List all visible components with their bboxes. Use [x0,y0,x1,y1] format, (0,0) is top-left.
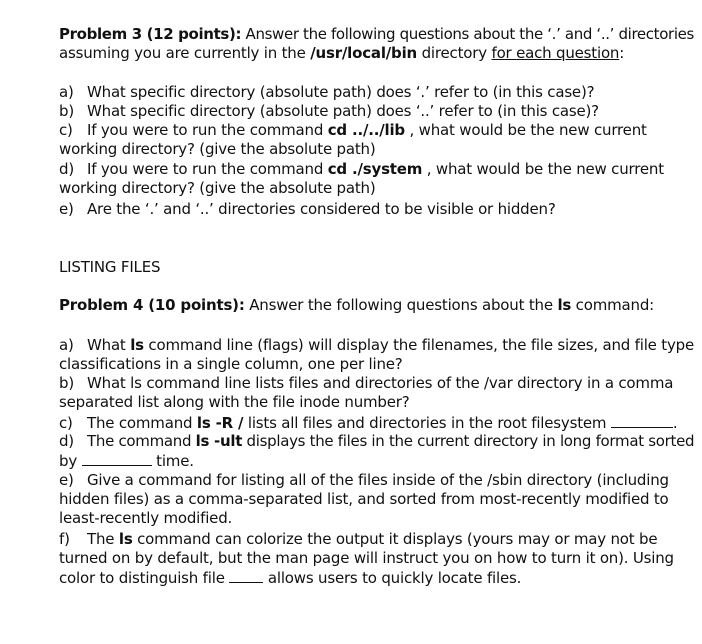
question-text: The command [87,432,196,450]
question-text: lists all files and directories in the root filesystem [243,414,611,432]
question-text: Are the ‘.’ and ‘..’ directories considered to be visible or hidden? [87,200,556,218]
question-text: Give a command for listing all of the files inside of the /sbin directory (including [87,471,669,489]
answer-blank[interactable] [229,568,263,583]
question-text: least-recently modified. [59,509,233,527]
command-text: cd ../../lib [327,121,405,139]
command-text: cd ./system [327,160,423,178]
question-marker: a) [59,336,74,354]
problem3-question-c-cont [59,140,376,159]
problem3-heading: Problem 3 (12 points): [59,25,242,43]
question-text: The [87,530,119,548]
question-marker: e) [59,471,74,489]
question-text: classifications in a single column, one per line? [59,355,403,373]
problem3-intro-text: Answer the following questions about the ‘.’ and ‘..’ directories [241,25,694,43]
question-text: . [672,414,678,432]
problem3-emphasis: for each question [491,44,620,62]
problem3-question-a [59,83,594,102]
question-text: What [87,336,131,354]
question-marker: d) [59,432,74,450]
problem4-question-b-cont [59,393,410,412]
question-marker: c) [59,121,73,139]
question-text: command line (flags) will display the filenames, the file sizes, and file type [143,336,694,354]
problem4-question-a-cont [59,355,403,374]
question-text: , what would be the new current [404,121,647,139]
problem4-question-c [59,413,677,433]
question-text: turned on by default, but the man page will instruct you on how to turn it on). Using [59,549,674,567]
problem3-intro-text2: assuming you are currently in the [59,44,311,62]
question-marker: a) [59,83,74,101]
problem4-heading: Problem 4 (10 points): [59,296,245,314]
question-text: displays the files in the current directory in long format sorted [242,432,695,450]
command-text: ls -ult [195,432,243,450]
question-text: by [59,452,82,470]
question-marker: e) [59,200,74,218]
question-marker: b) [59,102,74,120]
command-text: ls [130,336,144,354]
problem4-intro-text2: command: [571,296,654,314]
question-marker: d) [59,160,74,178]
problem4-intro [59,296,654,315]
section-title: LISTING FILES [59,258,161,276]
question-text: allows users to quickly locate files. [263,569,522,587]
problem4-question-f [59,530,657,549]
problem3-question-e [59,200,556,219]
problem4-question-b [59,374,673,393]
problem4-question-f-cont2 [59,568,521,588]
problem3-intro-line1 [59,25,694,44]
question-text: color to distinguish file [59,569,230,587]
question-text: If you were to run the command [87,160,328,178]
problem4-question-e-cont1 [59,490,669,509]
command-text: ls -R / [196,414,244,432]
problem3-question-b [59,102,599,121]
question-text: If you were to run the command [87,121,328,139]
question-text: , what would be the new current [422,160,664,178]
problem3-colon: : [619,44,625,62]
problem3-path: /usr/local/bin [310,44,418,62]
question-text: hidden files) as a comma-separated list, and sorted from most-recently modified to [59,490,669,508]
question-text: What specific directory (absolute path) does ‘.’ refer to (in this case)? [87,83,595,101]
question-text: working directory? (give the absolute path) [59,140,376,158]
problem4-intro-text: Answer the following questions about the [244,296,558,314]
question-text: working directory? (give the absolute path) [59,179,376,197]
problem3-question-d [59,160,664,179]
question-text: What ls command line lists files and directories of the /var directory in a comma [87,374,674,392]
question-marker: c) [59,414,73,432]
problem4-question-d [59,432,694,451]
problem4-question-a [59,336,694,355]
command-text: ls [557,296,572,314]
problem3-question-d-cont [59,179,376,198]
question-marker: f) [59,530,70,548]
question-text: command can colorize the output it displays (yours may or may not be [132,530,658,548]
answer-blank[interactable] [82,451,152,466]
problem3-intro-line2 [59,44,624,63]
problem4-question-d-cont [59,451,194,471]
problem3-intro-text3: directory [417,44,492,62]
problem4-question-e-cont2 [59,509,232,528]
problem4-question-e [59,471,669,490]
question-text: What specific directory (absolute path) does ‘..’ refer to (in this case)? [87,102,599,120]
question-text: The command [87,414,197,432]
problem3-question-c [59,121,647,140]
command-text: ls [118,530,133,548]
question-marker: b) [59,374,74,392]
question-text: separated list along with the file inode number? [59,393,410,411]
question-text: time. [151,452,194,470]
problem4-question-f-cont1 [59,549,674,568]
answer-blank[interactable] [611,413,673,428]
